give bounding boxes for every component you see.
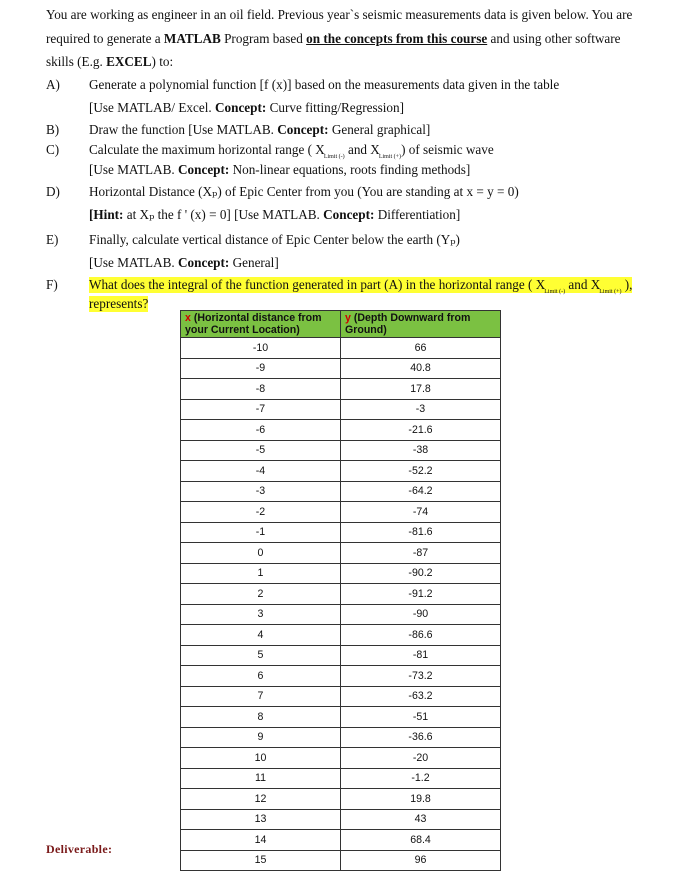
table-row	[181, 338, 501, 359]
y-cell: -90	[341, 604, 501, 625]
task-e-line2	[89, 255, 279, 271]
y-cell: 66	[341, 338, 501, 359]
table-row	[181, 543, 501, 564]
table-row	[181, 768, 501, 789]
task-text: ),	[621, 277, 633, 292]
x-cell: -4	[181, 461, 341, 482]
x-header-label: (Horizontal distance from your Current Location)	[185, 311, 322, 336]
concept-label: Concept:	[215, 100, 267, 115]
concept-label: Concept:	[323, 207, 375, 222]
y-cell: -51	[341, 707, 501, 728]
x-cell: 2	[181, 584, 341, 605]
intro-matlab: MATLAB	[163, 30, 221, 46]
table-row	[181, 358, 501, 379]
table-row	[181, 789, 501, 810]
x-cell: 4	[181, 625, 341, 646]
x-cell: -3	[181, 481, 341, 502]
y-cell: -74	[341, 502, 501, 523]
deliverables-heading: Deliverable:	[46, 842, 113, 856]
x-cell: -9	[181, 358, 341, 379]
intro-text: required to generate a	[46, 30, 164, 46]
task-c-label: C)	[46, 142, 60, 157]
y-cell: -91.2	[341, 584, 501, 605]
y-cell: 68.4	[341, 830, 501, 851]
table-row	[181, 481, 501, 502]
x-cell: 5	[181, 645, 341, 666]
y-cell: 96	[341, 850, 501, 871]
y-cell: -52.2	[341, 461, 501, 482]
y-cell: -1.2	[341, 768, 501, 789]
concept-label: Concept:	[277, 122, 329, 137]
y-cell: -3	[341, 399, 501, 420]
y-cell: 43	[341, 809, 501, 830]
table-row	[181, 809, 501, 830]
task-f-line2: represents?	[89, 296, 149, 311]
limit-subscript: Limit (-)	[323, 154, 345, 160]
task-c-line1	[89, 142, 494, 158]
task-text: Non-linear equations, roots finding methods]	[229, 162, 471, 177]
y-cell: -81	[341, 645, 501, 666]
seismic-data-table	[180, 310, 501, 871]
task-f-line1	[89, 277, 632, 293]
x-cell: 0	[181, 543, 341, 564]
table-row	[181, 420, 501, 441]
y-cell: -21.6	[341, 420, 501, 441]
table-row	[181, 748, 501, 769]
task-e-label: E)	[46, 232, 59, 247]
table-header-row	[181, 311, 501, 338]
x-cell: 6	[181, 666, 341, 687]
x-cell: -2	[181, 502, 341, 523]
y-cell: 17.8	[341, 379, 501, 400]
y-cell: -81.6	[341, 522, 501, 543]
task-b-label: B)	[46, 122, 60, 137]
x-cell: 11	[181, 768, 341, 789]
x-cell: 1	[181, 563, 341, 584]
task-text: General]	[229, 255, 279, 270]
intro-line-1: You are working as engineer in an oil field. Previous year`s seismic measurements data is given below. You are	[46, 7, 633, 22]
table-row	[181, 686, 501, 707]
y-var: y	[345, 311, 351, 324]
concept-label: Concept:	[178, 162, 230, 177]
x-cell: 9	[181, 727, 341, 748]
x-var: x	[185, 311, 191, 324]
task-text: Draw the function [Use MATLAB.	[89, 122, 278, 137]
table-row	[181, 707, 501, 728]
table-row	[181, 727, 501, 748]
table-row	[181, 522, 501, 543]
task-text: [Use MATLAB.	[89, 255, 179, 270]
task-text: ) of seismic wave	[401, 142, 494, 157]
task-a-label: A)	[46, 77, 60, 92]
limit-subscript: Limit (+)	[378, 154, 402, 160]
y-header-label: (Depth Downward from Ground)	[345, 311, 471, 336]
task-text: What does the integral of the function generated in part (A) in the horizontal range ( X	[89, 277, 546, 292]
intro-paragraph	[46, 3, 646, 74]
table-row	[181, 399, 501, 420]
x-column-header	[181, 311, 341, 338]
x-cell: 12	[181, 789, 341, 810]
limit-subscript: Limit (+)	[599, 289, 622, 295]
y-cell: -73.2	[341, 666, 501, 687]
task-e-line1: Finally, calculate vertical distance of Epic Center below the earth (Yₚ)	[89, 232, 460, 247]
intro-text: and using other software	[487, 30, 621, 46]
intro-text: ) to:	[151, 54, 174, 70]
intro-text: skills (E.g.	[46, 54, 107, 70]
task-a-line1: Generate a polynomial function [f (x)] based on the measurements data given in the table	[89, 77, 560, 92]
y-cell: -36.6	[341, 727, 501, 748]
concept-label: Concept:	[178, 255, 230, 270]
task-text: [Use MATLAB.	[89, 162, 179, 177]
y-cell: -63.2	[341, 686, 501, 707]
table-row	[181, 604, 501, 625]
x-cell: 13	[181, 809, 341, 830]
y-cell: 19.8	[341, 789, 501, 810]
x-cell: 3	[181, 604, 341, 625]
intro-excel: EXCEL	[106, 54, 152, 70]
task-text: Curve fitting/Regression]	[266, 100, 404, 115]
task-text: and X	[565, 277, 601, 292]
table-row	[181, 666, 501, 687]
task-text: and X	[344, 142, 380, 157]
x-cell: 10	[181, 748, 341, 769]
table-row	[181, 379, 501, 400]
limit-subscript: Limit (-)	[544, 289, 566, 295]
table-row	[181, 440, 501, 461]
intro-line-2	[46, 27, 646, 51]
x-cell: 15	[181, 850, 341, 871]
task-d-label: D)	[46, 184, 60, 199]
x-cell: -5	[181, 440, 341, 461]
table-row	[181, 584, 501, 605]
hint-label: [Hint:	[89, 207, 124, 222]
y-cell: -38	[341, 440, 501, 461]
task-f-label: F)	[46, 277, 58, 292]
x-cell: -7	[181, 399, 341, 420]
y-cell: -64.2	[341, 481, 501, 502]
task-a-line2	[89, 100, 404, 116]
x-cell: 7	[181, 686, 341, 707]
x-cell: -8	[181, 379, 341, 400]
y-column-header	[341, 311, 501, 338]
table-row	[181, 461, 501, 482]
x-cell: -6	[181, 420, 341, 441]
table-row	[181, 625, 501, 646]
intro-underlined-concepts: on the concepts from this course	[306, 30, 488, 46]
table-row	[181, 502, 501, 523]
task-text: Calculate the maximum horizontal range ( X	[89, 142, 325, 157]
intro-line-3	[46, 50, 646, 74]
table-row	[181, 850, 501, 871]
task-text: [Use MATLAB/ Excel.	[89, 100, 215, 115]
task-text: General graphical]	[328, 122, 431, 137]
x-cell: -10	[181, 338, 341, 359]
y-cell: -90.2	[341, 563, 501, 584]
task-b-line1	[89, 122, 430, 138]
x-cell: 14	[181, 830, 341, 851]
x-cell: -1	[181, 522, 341, 543]
task-d-line1: Horizontal Distance (Xₚ) of Epic Center from you (You are standing at x = y = 0)	[89, 184, 519, 199]
x-cell: 8	[181, 707, 341, 728]
table-row	[181, 563, 501, 584]
y-cell: 40.8	[341, 358, 501, 379]
task-text: at Xₚ the f ' (x) = 0] [Use MATLAB.	[123, 207, 324, 222]
intro-text: Program based	[220, 30, 307, 46]
y-cell: -87	[341, 543, 501, 564]
task-d-line2	[89, 207, 460, 223]
task-text: Differentiation]	[374, 207, 461, 222]
table-row	[181, 830, 501, 851]
table-row	[181, 645, 501, 666]
y-cell: -86.6	[341, 625, 501, 646]
task-c-line2	[89, 162, 470, 178]
y-cell: -20	[341, 748, 501, 769]
